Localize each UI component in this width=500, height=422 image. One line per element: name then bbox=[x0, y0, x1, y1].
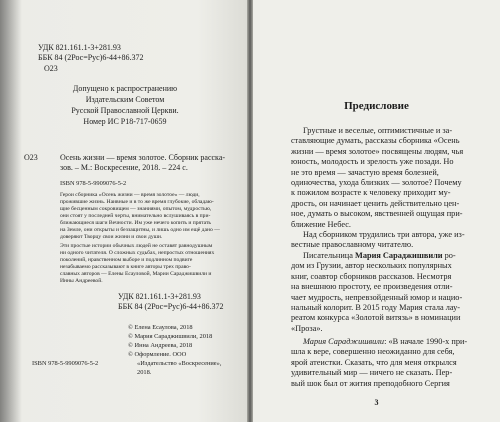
copyright-line: 2018. bbox=[137, 369, 152, 376]
page-edge-shadow bbox=[0, 0, 22, 422]
abstract-line: щие бесценным сокровищем — знаниями, опытом, мудростью, bbox=[60, 206, 212, 212]
preface-paragraph-4: Мария Сараджишвили: «В начале 1990-х при- шла к вере, совершенно неожиданно для себя, ярой атеистки. Сказать, что для меня открылся удивительный мир — ничего не сказать. Пер- вый шок был от жития преподобного Сергия bbox=[291, 337, 468, 388]
preface-paragraph-2: Над сборником трудились три автора, уже из- вестные православному читателю. bbox=[291, 230, 465, 250]
preface-paragraph-1: Грустные и веселые, оптимистичные и за- ставляющие думать, рассказы сборника «Осень жизни — время золотое» посвящены людям, чья юность, молодость и зрелость уже позади. Но не это время — зачастую время болезней, одиночества, ухода близких — золотое? Почему к пожилом возрасте к человеку приходит му- дрость, он начинает ценить действительно цен- ное, думать о высоком, явственней ощущая при- ближение Небес. bbox=[291, 126, 464, 229]
abstract-line: прожившие жизнь. Наивные и в то же время глубокие, обладаю- bbox=[60, 199, 214, 205]
abstract-line: Герои сборника «Осень жизни — время золотое» — люди, bbox=[60, 192, 200, 198]
preface-paragraph-3: Писательница Мария Сараджишвили ро- дом из Грузии, автор нескольких популярных книг, соавтор сборников рассказов. Несмотря на внешнюю простоту, ее произведения отли- чает мудрость, непревзойденный юмор и нацио- нальный колорит. В 2015 году Мария стала лау- реатом конкурса «Золотой витязь» в номинации «Проза». bbox=[291, 251, 463, 333]
ref-code: О23 bbox=[24, 153, 38, 162]
abstract2-line: ни одного читателя. О сложных судьбах, непростых отношениях bbox=[60, 250, 215, 256]
copyright-line: © Мария Сараджишвили, 2018 bbox=[128, 333, 213, 340]
copyright-line: © Елена Есаулова, 2018 bbox=[128, 324, 193, 331]
ref-line-1: Осень жизни — время золотое. Сборник расска- bbox=[60, 153, 226, 162]
udk-code-bottom: УДК 821.161.1-3+281.93 bbox=[118, 292, 201, 301]
left-page bbox=[0, 0, 247, 422]
isbn-top: ISBN 978-5-9909076-5-2 bbox=[60, 180, 127, 187]
approval-line-4: Номер ИС Р18-717-0659 bbox=[83, 117, 167, 126]
approval-line-1: Допущено к распространению bbox=[72, 84, 178, 93]
preface-heading: Предисловие bbox=[344, 100, 409, 112]
udk-code: УДК 821.161.1-3+281.93 bbox=[38, 43, 121, 52]
abstract-line: на Земле, они открыты и беззащитны, и лишь одно им ещё дано — bbox=[60, 227, 220, 233]
bbk-code-bottom: ББК 84 (2Рос=Рус)6-44+86.372 bbox=[118, 302, 224, 311]
abstract-line: доверяют Творцу свои жизни и свои души. bbox=[60, 234, 163, 240]
abstract-line: ближающиеся шаги Вечности. Им уже нечего копить и прятать bbox=[60, 220, 211, 226]
author-code: О23 bbox=[44, 64, 58, 73]
page-number: 3 bbox=[374, 398, 379, 407]
approval-line-2: Издательским Советом bbox=[85, 95, 165, 104]
ref-line-2: зов. – М.: Воскресение, 2018. – 224 с. bbox=[60, 163, 188, 172]
abstract2-line: поколений, нравственном выборе и подлинном подвиге bbox=[60, 257, 193, 263]
isbn-bottom: ISBN 978-5-9909076-5-2 bbox=[32, 360, 99, 367]
abstract2-line: Инны Андреевой. bbox=[60, 278, 103, 284]
abstract-line: они стоят у последней черты, внимательно вслушиваясь в при- bbox=[60, 213, 211, 219]
abstract2-line: Эти простые истории обычных людей не оставят равнодушным bbox=[60, 243, 213, 249]
copyright-line: © Оформление. ООО bbox=[128, 351, 187, 358]
abstract2-line: незабываемо рассказывают в книге авторы трех право- bbox=[60, 264, 191, 270]
bbk-code: ББК 84 (2Рос=Рус)6-44+86.372 bbox=[38, 53, 144, 62]
approval-line-3: Русской Православной Церкви. bbox=[71, 106, 179, 115]
copyright-line: «Издательство «Воскресение», bbox=[137, 360, 222, 367]
right-page bbox=[253, 0, 500, 422]
abstract2-line: славных авторов — Елены Есауловой, Марии Сараджишвили и bbox=[60, 271, 212, 277]
author-name-bold: Мария Сараджишвили bbox=[355, 251, 443, 260]
author-name-italic: Мария Сараджишвили bbox=[303, 337, 385, 346]
copyright-line: © Инна Андреева, 2018 bbox=[128, 342, 193, 349]
